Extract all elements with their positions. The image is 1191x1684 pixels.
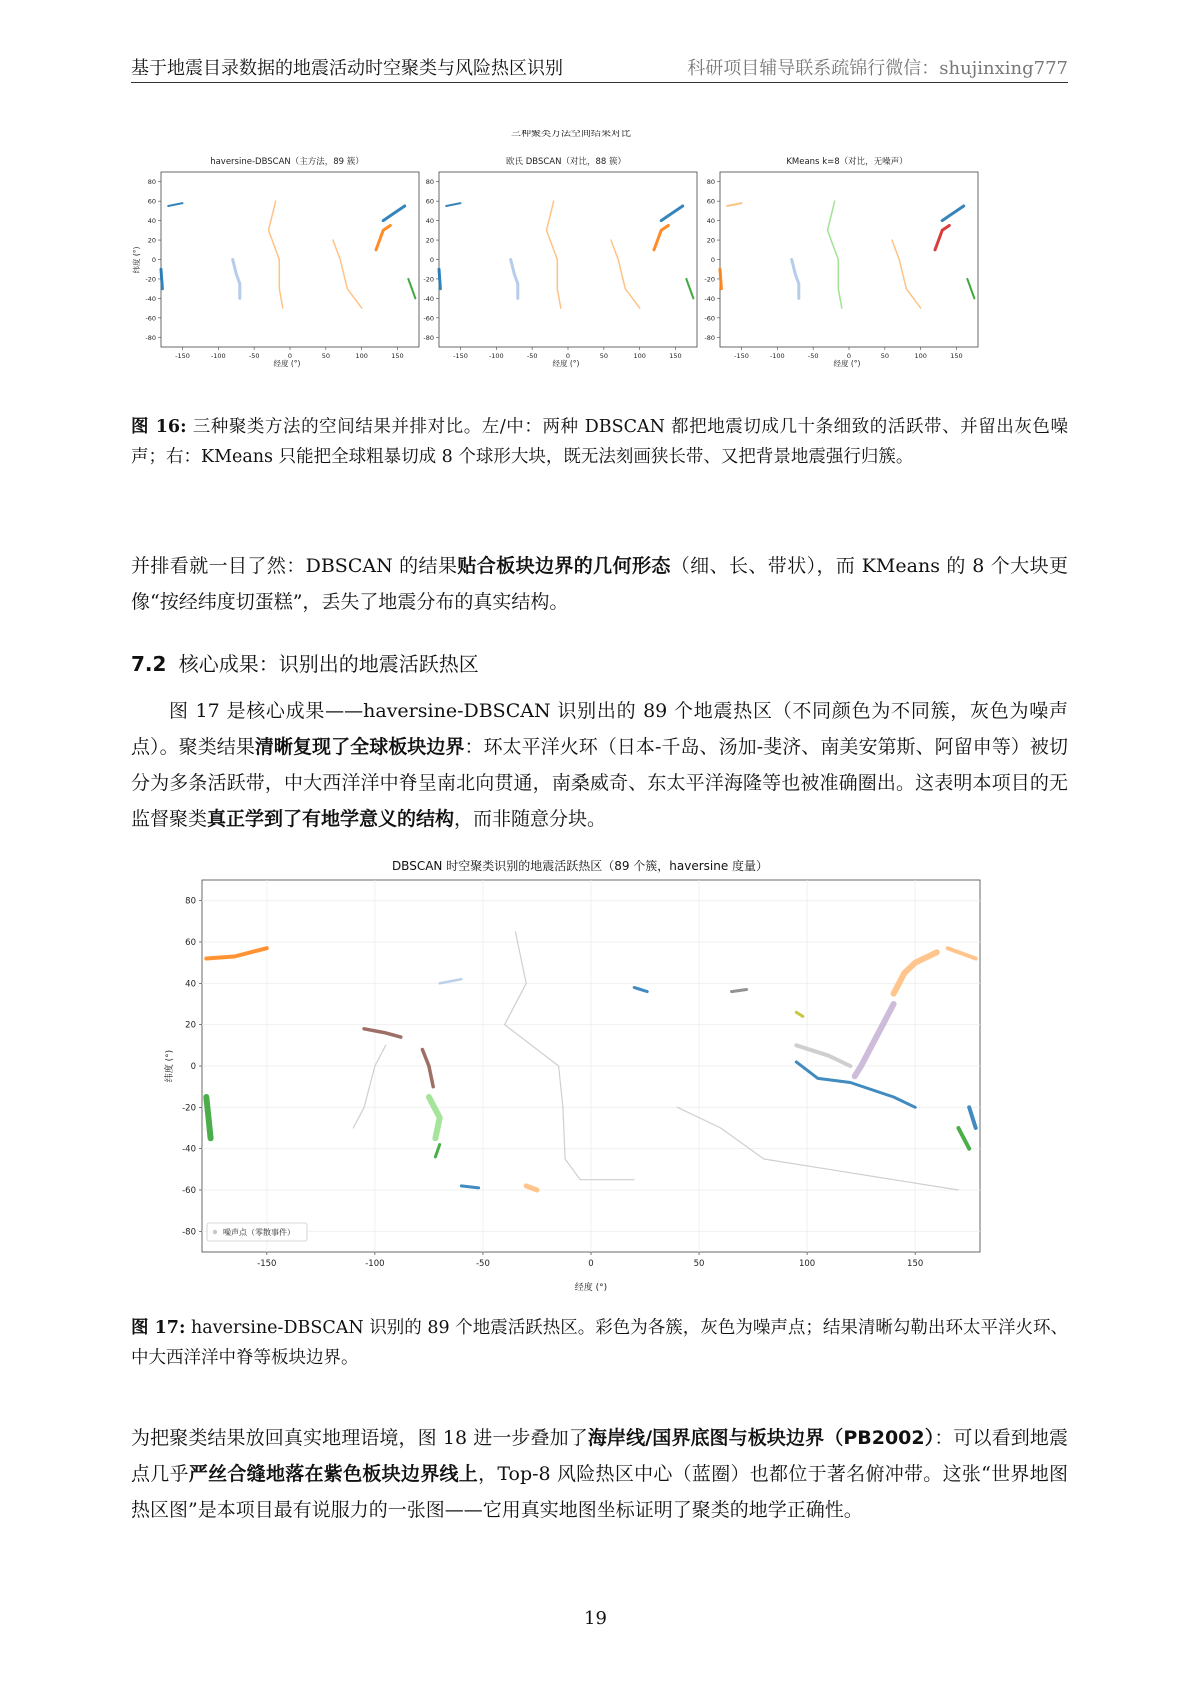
figure-17-caption-label: 图 17: — [131, 1318, 186, 1338]
ytick-label: 0 — [190, 1062, 196, 1072]
xtick-label: -50 — [526, 352, 538, 360]
ytick-label: 80 — [706, 178, 715, 187]
ytick-label: 20 — [706, 236, 715, 245]
xtick-label: -150 — [175, 352, 190, 360]
figure-16-xlabel-2: 经度 (°) — [552, 359, 580, 368]
ytick-label: -40 — [182, 1144, 196, 1155]
cluster-belt — [732, 990, 747, 992]
figure-17-caption — [131, 1313, 1068, 1373]
ytick-label: 80 — [425, 178, 434, 187]
header-title: 基于地震目录数据的地震活动时空聚类与风险热区识别 — [131, 58, 563, 79]
xtick-label: 150 — [950, 352, 963, 360]
figure-16-suptitle: 三种聚类方法空间结果对比 — [511, 130, 631, 139]
panel-3-title: KMeans k=8（对比，无噪声） — [786, 157, 908, 167]
figure-16-caption — [131, 412, 1068, 472]
figure-16 — [131, 130, 1068, 400]
xtick-label: -50 — [807, 352, 819, 360]
para2-text-c: ：环太平洋火环（日本-千岛、汤加-斐济、南美安第斯、阿留申等）被切分为多条活跃带，中大西洋洋中脊呈南北向贯通，南桑威奇、东太平洋海隆等也被准确圈出。这表明本项目的无监督聚类 — [131, 736, 1068, 830]
figure-16-ylabel: 纬度 (°) — [132, 246, 141, 274]
figure-16-svg — [131, 130, 1068, 400]
para3-text-e: ，Top-8 风险热区中心（蓝圈）也都位于著名俯冲带。这张“世界地图热区图”是本项目最有说服力的一张图——它用真实地图坐标证明了聚类的地学正确性。 — [131, 1463, 1068, 1521]
para3-text-a: 为把聚类结果放回真实地理语境，图 18 进一步叠加了 — [131, 1427, 588, 1449]
figure-16-panel-2 — [439, 156, 697, 347]
xtick-label: -100 — [210, 352, 226, 360]
para1-text-c: （细、长、带状），而 KMeans 的 8 个大块更像“按经纬度切蛋糕”，丢失了地震分布的真实结构。 — [131, 555, 1068, 613]
ytick-label: 20 — [425, 236, 434, 245]
ytick-label: -20 — [145, 275, 156, 284]
para3-bold-2: 严丝合缝地落在紫色板块边界线上 — [188, 1463, 479, 1485]
panel-2-title: 欧氏 DBSCAN（对比，88 簇） — [506, 157, 626, 167]
ytick-label: -60 — [145, 314, 156, 323]
figure-17 — [160, 858, 1040, 1303]
para2-text-e: ，而非随意分块。 — [454, 808, 607, 830]
ytick-label: -20 — [182, 1103, 196, 1114]
xtick-label: 50 — [880, 352, 889, 360]
xtick-label: 0 — [846, 352, 852, 360]
figure-17-caption-text: haversine-DBSCAN 识别的 89 个地震活跃热区。彩色为各簇，灰色为噪声点；结果清晰勾勒出环太平洋火环、中大西洋洋中脊等板块边界。 — [131, 1318, 1068, 1368]
xtick-label: 0 — [565, 352, 571, 360]
xtick-label: -150 — [257, 1259, 277, 1269]
section-title: 核心成果：识别出的地震活跃热区 — [178, 652, 479, 676]
legend-noise-marker — [213, 1230, 217, 1234]
figure-17-xlabel: 经度 (°) — [574, 1283, 608, 1293]
ytick-label: 40 — [147, 217, 156, 226]
xtick-label: 150 — [669, 352, 682, 360]
ytick-label: 80 — [147, 178, 156, 187]
xtick-label: -150 — [453, 352, 468, 360]
section-heading — [131, 648, 479, 677]
ytick-label: 60 — [425, 197, 434, 206]
para3-text-c: ：可以看到地震点几乎 — [131, 1427, 1068, 1485]
xtick-label: 100 — [798, 1259, 816, 1269]
xtick-label: 150 — [907, 1259, 924, 1269]
ytick-label: 0 — [710, 256, 715, 264]
ytick-label: -80 — [182, 1227, 196, 1238]
ytick-label: 0 — [151, 256, 156, 264]
figure-16-caption-label: 图 16: — [131, 417, 187, 437]
ytick-label: 20 — [147, 236, 156, 245]
page-header — [131, 52, 1068, 83]
xtick-label: -100 — [488, 352, 504, 360]
ytick-label: 60 — [185, 938, 196, 948]
xtick-label: 100 — [633, 352, 646, 360]
xtick-label: -50 — [475, 1259, 490, 1269]
figure-17-legend — [207, 1223, 307, 1241]
xtick-label: 50 — [321, 352, 330, 360]
xtick-label: -50 — [248, 352, 260, 360]
ytick-label: -20 — [423, 275, 434, 284]
xtick-label: 50 — [599, 352, 608, 360]
paragraph-3 — [131, 1420, 1068, 1528]
ytick-label: -40 — [423, 294, 434, 303]
para1-bold: 贴合板块边界的几何形态 — [457, 555, 671, 577]
cluster-belt — [439, 269, 440, 289]
cluster-belt — [461, 1186, 478, 1188]
xtick-label: -100 — [365, 1259, 385, 1269]
xtick-label: 150 — [391, 352, 404, 360]
figure-17-ylabel: 纬度 (°) — [165, 1049, 175, 1083]
figure-16-xlabel-1: 经度 (°) — [273, 359, 301, 368]
ytick-label: 0 — [429, 256, 434, 264]
figure-16-caption-text: 三种聚类方法的空间结果并排对比。左/中：两种 DBSCAN 都把地震切成几十条细致的活跃带、并留出灰色噪声；右：KMeans 只能把全球粗暴切成 8 个球形大块，既无法刻画狭长带、又把背景地震强行归簇。 — [131, 417, 1068, 467]
paragraph-1 — [131, 548, 1068, 620]
ytick-label: 40 — [706, 217, 715, 226]
para3-bold-1: 海岸线/国界底图与板块边界（PB2002） — [587, 1427, 935, 1449]
legend-noise-label: 噪声点（零散事件） — [223, 1228, 295, 1237]
para2-bold-1: 清晰复现了全球板块边界 — [254, 736, 465, 758]
figure-17-svg — [160, 858, 1040, 1303]
cluster-belt — [161, 269, 162, 289]
ytick-label: 80 — [185, 896, 196, 907]
ytick-label: -40 — [704, 294, 715, 303]
xtick-label: 0 — [588, 1259, 594, 1269]
page-number: 19 — [584, 1608, 607, 1629]
figure-16-xlabel-3: 经度 (°) — [833, 359, 861, 368]
ytick-label: -80 — [145, 333, 156, 342]
xtick-label: 50 — [693, 1259, 705, 1269]
figure-16-panel-1 — [161, 156, 419, 347]
cluster-belt — [720, 269, 721, 289]
xtick-label: 0 — [287, 352, 293, 360]
xtick-label: 100 — [355, 352, 368, 360]
ytick-label: -80 — [704, 333, 715, 342]
figure-17-title: DBSCAN 时空聚类识别的地震活跃热区（89 个簇，haversine 度量） — [391, 859, 769, 873]
xtick-label: -150 — [734, 352, 749, 360]
para1-text-a: 并排看就一目了然：DBSCAN 的结果 — [131, 555, 458, 577]
para2-text-a: 图 17 是核心成果——haversine-DBSCAN 识别出的 89 个地震热区（不同颜色为不同簇，灰色为噪声点）。聚类结果 — [131, 700, 1068, 758]
xtick-label: -100 — [769, 352, 785, 360]
paragraph-2 — [131, 693, 1068, 837]
section-number: 7.2 — [131, 652, 167, 676]
ytick-label: 60 — [706, 197, 715, 206]
ytick-label: -60 — [423, 314, 434, 323]
ytick-label: -60 — [704, 314, 715, 323]
xtick-label: 100 — [914, 352, 927, 360]
ytick-label: -40 — [145, 294, 156, 303]
figure-16-panel-3 — [720, 156, 978, 347]
ytick-label: -20 — [704, 275, 715, 284]
ytick-label: 20 — [185, 1020, 196, 1031]
ytick-label: 60 — [147, 197, 156, 206]
ytick-label: -80 — [423, 333, 434, 342]
para2-bold-2: 真正学到了有地学意义的结构 — [207, 808, 455, 830]
ytick-label: -60 — [182, 1186, 196, 1196]
ytick-label: 40 — [185, 979, 196, 990]
panel-1-title: haversine-DBSCAN（主方法，89 簇） — [210, 157, 364, 167]
header-contact: 科研项目辅导联系疏锦行微信：shujinxing777 — [687, 58, 1068, 79]
ytick-label: 40 — [425, 217, 434, 226]
